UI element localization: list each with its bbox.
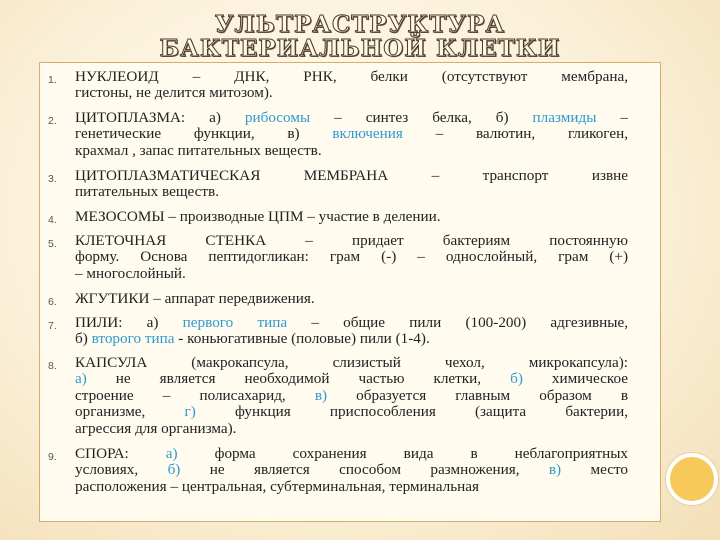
item-number: 6. <box>48 296 57 308</box>
item-text: – синтез белка, б) <box>310 109 533 126</box>
list-item <box>48 167 628 201</box>
item-number: 2. <box>48 115 57 127</box>
item-text: НУКЛЕОИД – ДНК, РНК, белки (отсутствуют мембрана, <box>75 68 628 85</box>
list-item <box>48 232 628 282</box>
item-text: строение – полисахарид, <box>75 386 315 404</box>
item-text-line <box>75 479 628 495</box>
highlighted-term: включения <box>332 125 403 143</box>
item-text: химическое <box>522 370 628 388</box>
item-text: – общие пили (100-200) адгезивные, <box>287 314 628 331</box>
list-item <box>48 445 629 495</box>
item-text: организме, <box>75 403 185 421</box>
item-number: 9. <box>48 451 57 463</box>
highlighted-term: г) <box>184 403 196 421</box>
item-text-line <box>75 184 628 200</box>
highlighted-term: плазмиды <box>532 109 597 126</box>
item-text-line <box>75 69 628 85</box>
item-text: – валютин, гликоген, <box>402 125 628 143</box>
item-text: не является способом размножения, <box>180 461 549 479</box>
item-text: - коньюгативные (половые) пили (1-4). <box>174 330 430 348</box>
item-text-line <box>75 291 628 307</box>
item-text: форма сохранения вида в неблагоприятных <box>177 445 629 462</box>
list-item <box>48 314 628 348</box>
item-text: агрессия для организма). <box>75 419 237 437</box>
list-item <box>48 354 628 437</box>
list-item <box>48 208 628 226</box>
item-text-line <box>75 331 628 347</box>
item-text: – многослойный. <box>75 264 186 282</box>
item-number: 4. <box>48 214 57 226</box>
highlighted-term: а) <box>165 445 178 462</box>
item-text-line <box>75 266 628 282</box>
item-text-line <box>75 209 628 225</box>
highlighted-term: а) <box>75 370 87 388</box>
highlighted-term: б) <box>167 461 181 479</box>
item-text-line <box>75 462 628 478</box>
item-text-line <box>75 249 628 265</box>
item-text: питательных веществ. <box>75 183 220 201</box>
item-text-line <box>75 421 628 437</box>
item-text-line <box>75 233 628 249</box>
item-text-line <box>75 143 628 159</box>
item-text: расположения – центральная, субтерминальная, терминальная <box>75 477 480 495</box>
item-text: СПОРА: <box>75 445 166 462</box>
item-text: место <box>561 461 628 479</box>
item-text: условиях, <box>75 461 168 479</box>
highlighted-term: в) <box>548 461 562 479</box>
item-text: – <box>596 109 629 126</box>
item-text: не является необходимой частью клетки, <box>86 370 511 388</box>
list-item <box>48 109 629 159</box>
item-text: крахмал , запас питательных веществ. <box>75 141 322 159</box>
highlighted-term: второго типа <box>91 330 175 348</box>
item-number: 7. <box>48 320 57 332</box>
highlighted-term: рибосомы <box>244 109 311 126</box>
item-text-line <box>75 168 628 184</box>
item-text-line <box>75 404 628 420</box>
item-text-line <box>75 126 628 142</box>
item-text: функция приспособления (защита бактерии, <box>195 403 628 421</box>
item-text-line <box>75 355 628 371</box>
item-text: КАПСУЛА (макрокапсула, слизистый чехол, микрокапсула): <box>75 354 628 371</box>
item-text: ЦИТОПЛАЗМА: а) <box>75 109 245 126</box>
item-text: ЖГУТИКИ – аппарат передвижения. <box>75 290 315 307</box>
list-item <box>48 68 628 102</box>
item-text-line <box>75 315 628 331</box>
item-text: ЦИТОПЛАЗМАТИЧЕСКАЯ МЕМБРАНА – транспорт извне <box>75 167 628 184</box>
item-text: генетические функции, в) <box>75 125 333 143</box>
list-item <box>48 290 628 308</box>
item-number: 8. <box>48 360 57 372</box>
item-text-line <box>75 446 628 462</box>
item-text-line <box>75 85 628 101</box>
highlighted-term: б) <box>510 370 523 388</box>
item-number: 5. <box>48 238 57 250</box>
decorative-circle <box>666 453 718 505</box>
item-text: образуется главным образом в <box>327 386 628 404</box>
item-text: ПИЛИ: а) <box>75 314 183 331</box>
item-text-line <box>75 110 628 126</box>
highlighted-term: первого типа <box>182 314 288 331</box>
item-text-line <box>75 371 628 387</box>
item-text: форму. Основа пептидогликан: грам (-) – однослойный, грам (+) <box>75 248 628 266</box>
item-number: 1. <box>48 74 57 86</box>
slide-title-line2: БАКТЕРИАЛЬНОЙ КЛЕТКИ <box>159 35 561 62</box>
item-text-line <box>75 388 628 404</box>
item-text: МЕЗОСОМЫ – производные ЦПМ – участие в делении. <box>75 208 441 225</box>
slide-title-line1: УЛЬТРАСТРУКТУРА <box>214 11 506 38</box>
item-text: гистоны, не делится митозом). <box>75 84 273 102</box>
item-number: 3. <box>48 173 57 185</box>
highlighted-term: в) <box>314 386 328 404</box>
item-text: б) <box>75 330 92 348</box>
item-text: КЛЕТОЧНАЯ СТЕНКА – придает бактериям постоянную <box>75 232 628 249</box>
